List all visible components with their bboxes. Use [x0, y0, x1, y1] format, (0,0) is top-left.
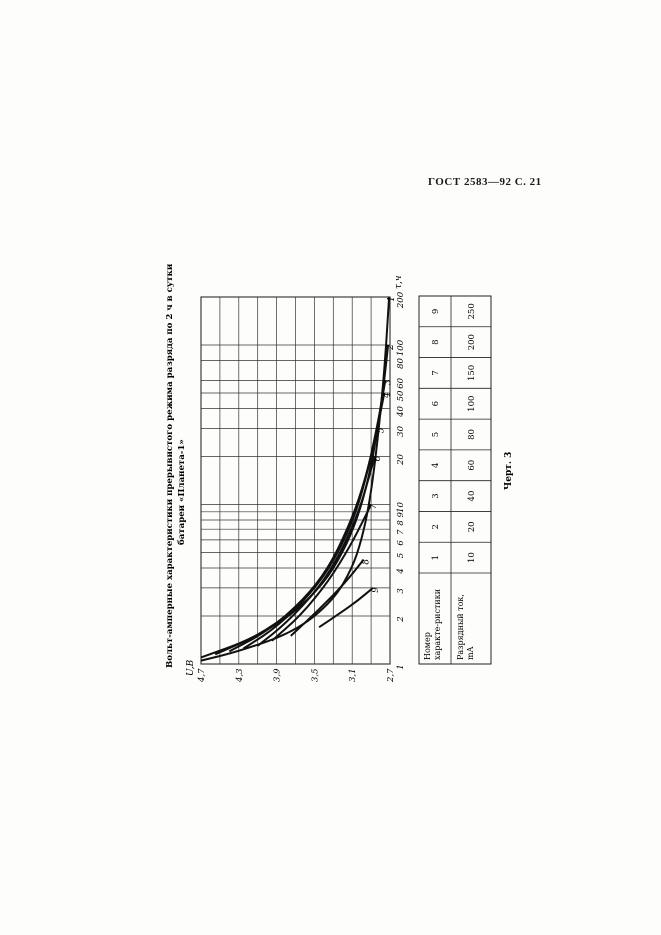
- table-cell-current: 60: [467, 459, 477, 471]
- y-tick-label: 2,7: [386, 668, 396, 682]
- x-tick-label: 5: [396, 552, 406, 559]
- table-row-header-number: [423, 589, 442, 660]
- x-tick-label: 3: [396, 588, 406, 594]
- series-curve-4: [229, 393, 384, 651]
- table-row-header-current-line: mA: [466, 646, 475, 660]
- x-tick-label: 4: [396, 568, 406, 574]
- x-tick-labels: [396, 291, 406, 669]
- table-cell-current: 150: [467, 364, 477, 382]
- table-cell-number: 9: [431, 308, 441, 315]
- series-curve-3: [215, 380, 385, 654]
- y-tick-label: 4,7: [197, 668, 207, 682]
- page-header: ГОСТ 2583—92 С. 21: [428, 176, 542, 188]
- x-tick-label: 20: [396, 454, 406, 465]
- x-tick-label: 9: [396, 512, 406, 518]
- chart-series: [201, 296, 397, 660]
- table-row-header-current: [456, 594, 475, 660]
- series-label-3: 3: [383, 379, 394, 386]
- table-cell-number: 5: [431, 431, 441, 438]
- x-tick-label: 2: [396, 616, 406, 622]
- caption-line-2: батареи «Планета-1»: [177, 439, 187, 545]
- table-cell-current: 100: [467, 395, 477, 412]
- figure-label: Черт. 3: [504, 451, 514, 490]
- table-cell-current: 10: [467, 552, 477, 564]
- table-cell-number: 1: [431, 554, 441, 561]
- x-tick-label: 1: [396, 664, 406, 670]
- x-tick-label: 80: [396, 358, 406, 369]
- series-label-2: 2: [386, 344, 397, 350]
- caption-line-1: Вольт-амперные характеристики прерывистого режима разряда по 2 ч в сутки: [165, 263, 175, 668]
- table-cell-number: 2: [431, 524, 441, 530]
- x-tick-label: 100: [396, 339, 406, 357]
- x-tick-label: 200: [396, 291, 406, 309]
- series-label-8: 8: [361, 558, 372, 565]
- y-tick-label: 3,5: [310, 668, 321, 682]
- series-label-6: 6: [372, 455, 383, 462]
- series-label-9: 9: [370, 587, 381, 593]
- table-cell-number: 4: [431, 462, 441, 468]
- x-tick-label: 60: [396, 377, 406, 389]
- series-label-7: 7: [369, 503, 380, 510]
- y-tick-label: 3,9: [272, 668, 283, 682]
- series-label-1: 1: [387, 296, 398, 302]
- table-frame: [419, 296, 491, 664]
- y-tick-label: 4,3: [234, 668, 245, 682]
- table-cell-current: 250: [467, 303, 477, 320]
- table-cell-current: 200: [467, 334, 477, 351]
- table-cell-current: 40: [467, 490, 477, 502]
- table-cell-number: 6: [431, 401, 441, 407]
- x-tick-label: 6: [396, 540, 406, 546]
- x-tick-label: 30: [396, 425, 406, 437]
- y-tick-labels: [197, 668, 396, 683]
- table-row-header-number-line: характе-ристики: [433, 588, 442, 660]
- current-table: [419, 296, 491, 664]
- x-tick-label: 40: [396, 406, 406, 417]
- x-tick-label: 8: [396, 520, 406, 526]
- table-cell-current: 80: [467, 429, 477, 440]
- figure-caption: [165, 263, 187, 668]
- series-label-4: 4: [382, 392, 393, 398]
- table-cell-current: 20: [467, 521, 477, 533]
- y-axis-label: U,В: [186, 659, 196, 676]
- x-tick-label: 7: [396, 529, 406, 535]
- table-cell-number: 8: [431, 339, 441, 345]
- y-tick-label: 3,1: [348, 668, 359, 682]
- table-cell-number: 7: [431, 370, 441, 376]
- table-row-header-current-line: Разрядный ток,: [456, 594, 465, 660]
- table-row-header-number-line: Номер: [423, 632, 432, 660]
- x-tick-label: 10: [396, 502, 406, 513]
- x-axis-label: τ,ч: [394, 275, 404, 289]
- x-tick-label: 50: [396, 390, 406, 402]
- series-curve-9: [319, 588, 373, 627]
- table-cell-number: 3: [431, 493, 441, 499]
- series-curve-5: [244, 428, 379, 648]
- series-label-5: 5: [376, 427, 387, 434]
